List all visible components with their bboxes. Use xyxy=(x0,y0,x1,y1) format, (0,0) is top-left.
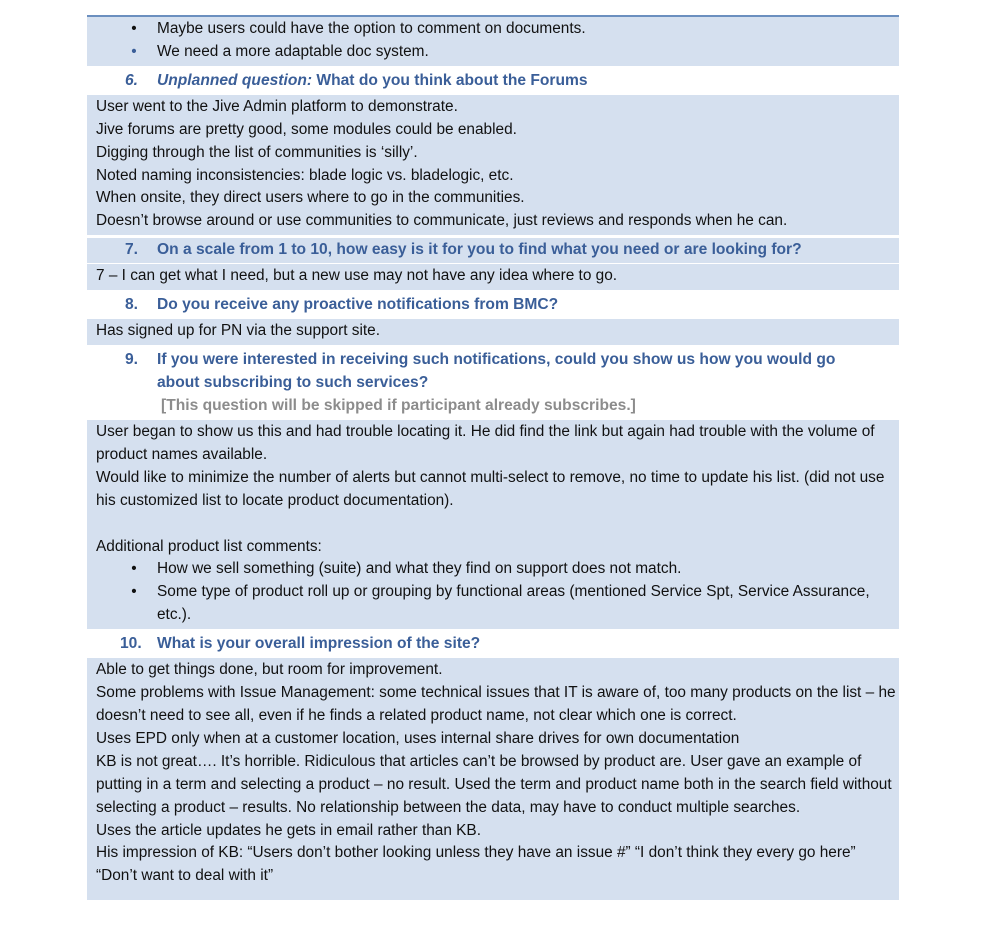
answer-line: Uses the article updates he gets in email rather than KB. xyxy=(96,821,481,839)
answer-line: Some problems with Issue Management: some technical issues that IT is aware of, too many products on the list – he doesn’t need to see all, even if he finds a related product name, not clear which one is correct. xyxy=(96,684,896,725)
list-item: • Some type of product roll up or grouping by functional areas (mentioned Service Spt, Service Assurance, etc.). xyxy=(96,581,899,627)
answer-line: His impression of KB: “Users don’t bother looking unless they have an issue #” “I don’t think they every go here” “Don’t want to deal with it” xyxy=(96,844,856,885)
question-number: 9. xyxy=(125,351,139,369)
answer-6-block xyxy=(87,95,899,235)
answer-line: Jive forums are pretty good, some modules could be enabled. xyxy=(96,120,517,138)
question-number: 6. xyxy=(125,71,139,89)
answer-8-block xyxy=(87,319,899,345)
answer-line: Would like to minimize the number of alerts but cannot multi-select to remove, no time to update his list. (did not use his customized list to locate product documentation). xyxy=(96,468,885,509)
answer-line: Uses EPD only when at a customer location, uses internal share drives for own documentation xyxy=(96,729,740,747)
answer-9-block xyxy=(87,420,899,629)
question-7-heading xyxy=(87,238,899,263)
answer-line: Doesn’t browse around or use communities to communicate, just reviews and responds when he can. xyxy=(96,212,788,230)
question-text: If you were interested in receiving such notifications, could you show us how you would go about subscribing to such services? xyxy=(157,351,836,392)
question-number: 7. xyxy=(125,241,139,259)
answer-line: User went to the Jive Admin platform to demonstrate. xyxy=(96,97,458,115)
bullet-list xyxy=(96,558,899,627)
answer-line: User began to show us this and had trouble locating it. He did find the link but again had trouble with the volume of product names available. xyxy=(96,423,875,463)
bullet-icon: • xyxy=(131,20,137,37)
list-item: • How we sell something (suite) and what they find on support does not match. xyxy=(96,558,899,581)
bullet-list xyxy=(96,18,899,64)
answer-line: Additional product list comments: xyxy=(96,537,322,555)
question-text: On a scale from 1 to 10, how easy is it for you to find what you need or are looking for? xyxy=(157,241,802,259)
bullet-icon: • xyxy=(131,42,137,60)
question-text: What do you think about the Forums xyxy=(312,71,588,89)
list-item: • Maybe users could have the option to comment on documents. xyxy=(96,18,899,41)
question-text: Do you receive any proactive notifications from BMC? xyxy=(157,296,559,314)
answer-line: Has signed up for PN via the support site. xyxy=(96,322,381,340)
bullet-icon: • xyxy=(131,560,137,578)
list-item: • We need a more adaptable doc system. xyxy=(96,41,899,64)
answer-line: Able to get things done, but room for improvement. xyxy=(96,661,443,679)
question-label: Unplanned question: xyxy=(157,71,313,89)
question-6-heading xyxy=(87,69,899,94)
question-text: What is your overall impression of the site? xyxy=(157,635,481,653)
answer-line: Noted naming inconsistencies: blade logic vs. bladelogic, etc. xyxy=(96,166,514,184)
document-page xyxy=(87,15,899,903)
question-number: 8. xyxy=(125,296,139,314)
answer-10-block xyxy=(87,658,899,900)
answer-line: Digging through the list of communities is ‘silly’. xyxy=(96,143,418,161)
answer-7-block xyxy=(87,264,899,290)
question-number: 10. xyxy=(120,635,142,653)
bullet-icon: • xyxy=(131,583,137,601)
blank-line xyxy=(96,513,899,536)
answer-line: 7 – I can get what I need, but a new use may not have any idea where to go. xyxy=(96,267,618,285)
answer-line: When onsite, they direct users where to go in the communities. xyxy=(96,189,525,207)
comments-block xyxy=(87,17,899,66)
question-note: [This question will be skipped if participant already subscribes.] xyxy=(161,397,636,415)
question-8-heading xyxy=(87,293,899,318)
answer-line: KB is not great…. It’s horrible. Ridiculous that articles can’t be browsed by product are. User gave an example of putting in a term and selecting a product – no result. Used the term and product name both in the search field without selecting a product – results. No relationship between the data, may have to conduct multiple searches. xyxy=(96,752,892,816)
question-10-heading xyxy=(87,632,899,657)
question-9-heading xyxy=(87,348,899,419)
